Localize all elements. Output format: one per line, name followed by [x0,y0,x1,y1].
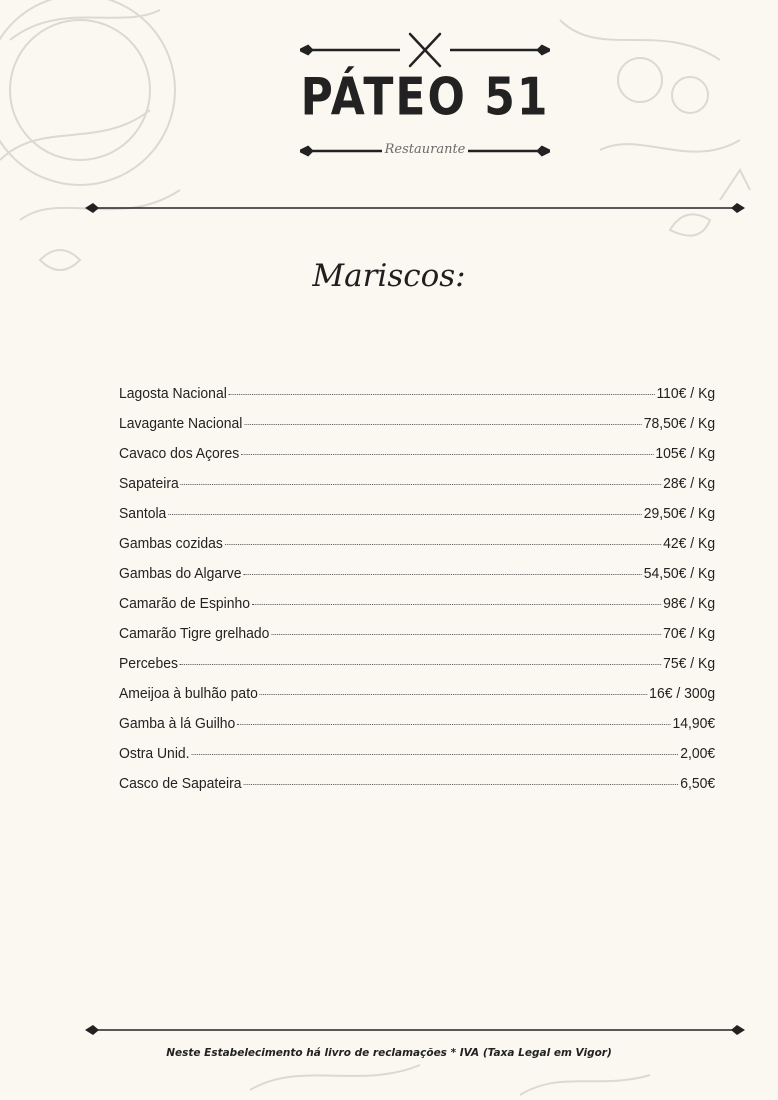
menu-item-name: Lagosta Nacional [119,385,227,402]
menu-item-price: 110€ / Kg [656,385,716,402]
menu-item-name: Casco de Sapateira [119,775,242,792]
menu-item [119,655,715,685]
menu-item-price: 6,50€ [680,775,716,792]
menu-item-price: 42€ / Kg [663,535,716,552]
dot-leader [241,453,653,455]
menu-item-price: 14,90€ [672,715,716,732]
menu-item [119,385,715,415]
menu-item-price: 28€ / Kg [663,475,716,492]
menu-item-price: 2,00€ [680,745,716,762]
menu-item [119,445,715,475]
footer-note: Neste Estabelecimento há livro de reclamações * IVA (Taxa Legal em Vigor) [166,1047,612,1059]
menu-item-name: Camarão Tigre grelhado [119,625,270,642]
menu-item [119,745,715,775]
menu-item [119,625,715,655]
brand-subtitle: Restaurante [384,142,466,157]
dot-leader [225,543,662,545]
menu-item-price: 54,50€ / Kg [643,565,716,582]
menu-item-name: Gambas do Algarve [119,565,242,582]
menu-item-name: Gambas cozidas [119,535,223,552]
menu-item-name: Gamba à lá Guilho [119,715,236,732]
menu-item-price: 98€ / Kg [663,595,716,612]
dot-leader [180,663,661,665]
dot-leader [181,483,662,485]
menu-item-name: Cavaco dos Açores [119,445,240,462]
dot-leader [260,693,648,695]
menu-item-name: Ostra Unid. [119,745,190,762]
dot-leader [191,753,678,755]
menu-item-name: Sapateira [119,475,179,492]
dot-leader [252,603,661,605]
dot-leader [229,393,655,395]
menu-list [119,385,715,805]
menu-item-price: 29,50€ / Kg [643,505,716,522]
dot-leader [271,633,661,635]
menu-item-price: 75€ / Kg [663,655,716,672]
dot-leader [168,513,642,515]
menu-item-name: Santola [119,505,167,522]
dot-leader [237,723,670,725]
bottom-divider [85,1023,745,1037]
menu-item [119,415,715,445]
dot-leader [243,783,678,785]
menu-item-price: 16€ / 300g [649,685,716,702]
menu-item-price: 70€ / Kg [663,625,716,642]
menu-item-name: Percebes [119,655,178,672]
menu-item [119,595,715,625]
menu-item [119,715,715,745]
menu-item-price: 78,50€ / Kg [643,415,716,432]
menu-item [119,565,715,595]
menu-item [119,535,715,565]
menu-item [119,775,715,805]
menu-item [119,475,715,505]
menu-item [119,505,715,535]
menu-item-name: Lavagante Nacional [119,415,243,432]
menu-item-name: Ameijoa à bulhão pato [119,685,258,702]
brand-name: PÁTEO 51 [300,67,550,128]
menu-item-price: 105€ / Kg [655,445,716,462]
section-title: Mariscos: [312,258,466,294]
restaurant-logo [300,30,550,165]
menu-item [119,685,715,715]
dot-leader [244,423,642,425]
menu-item-name: Camarão de Espinho [119,595,251,612]
dot-leader [243,573,642,575]
top-divider [85,201,745,215]
